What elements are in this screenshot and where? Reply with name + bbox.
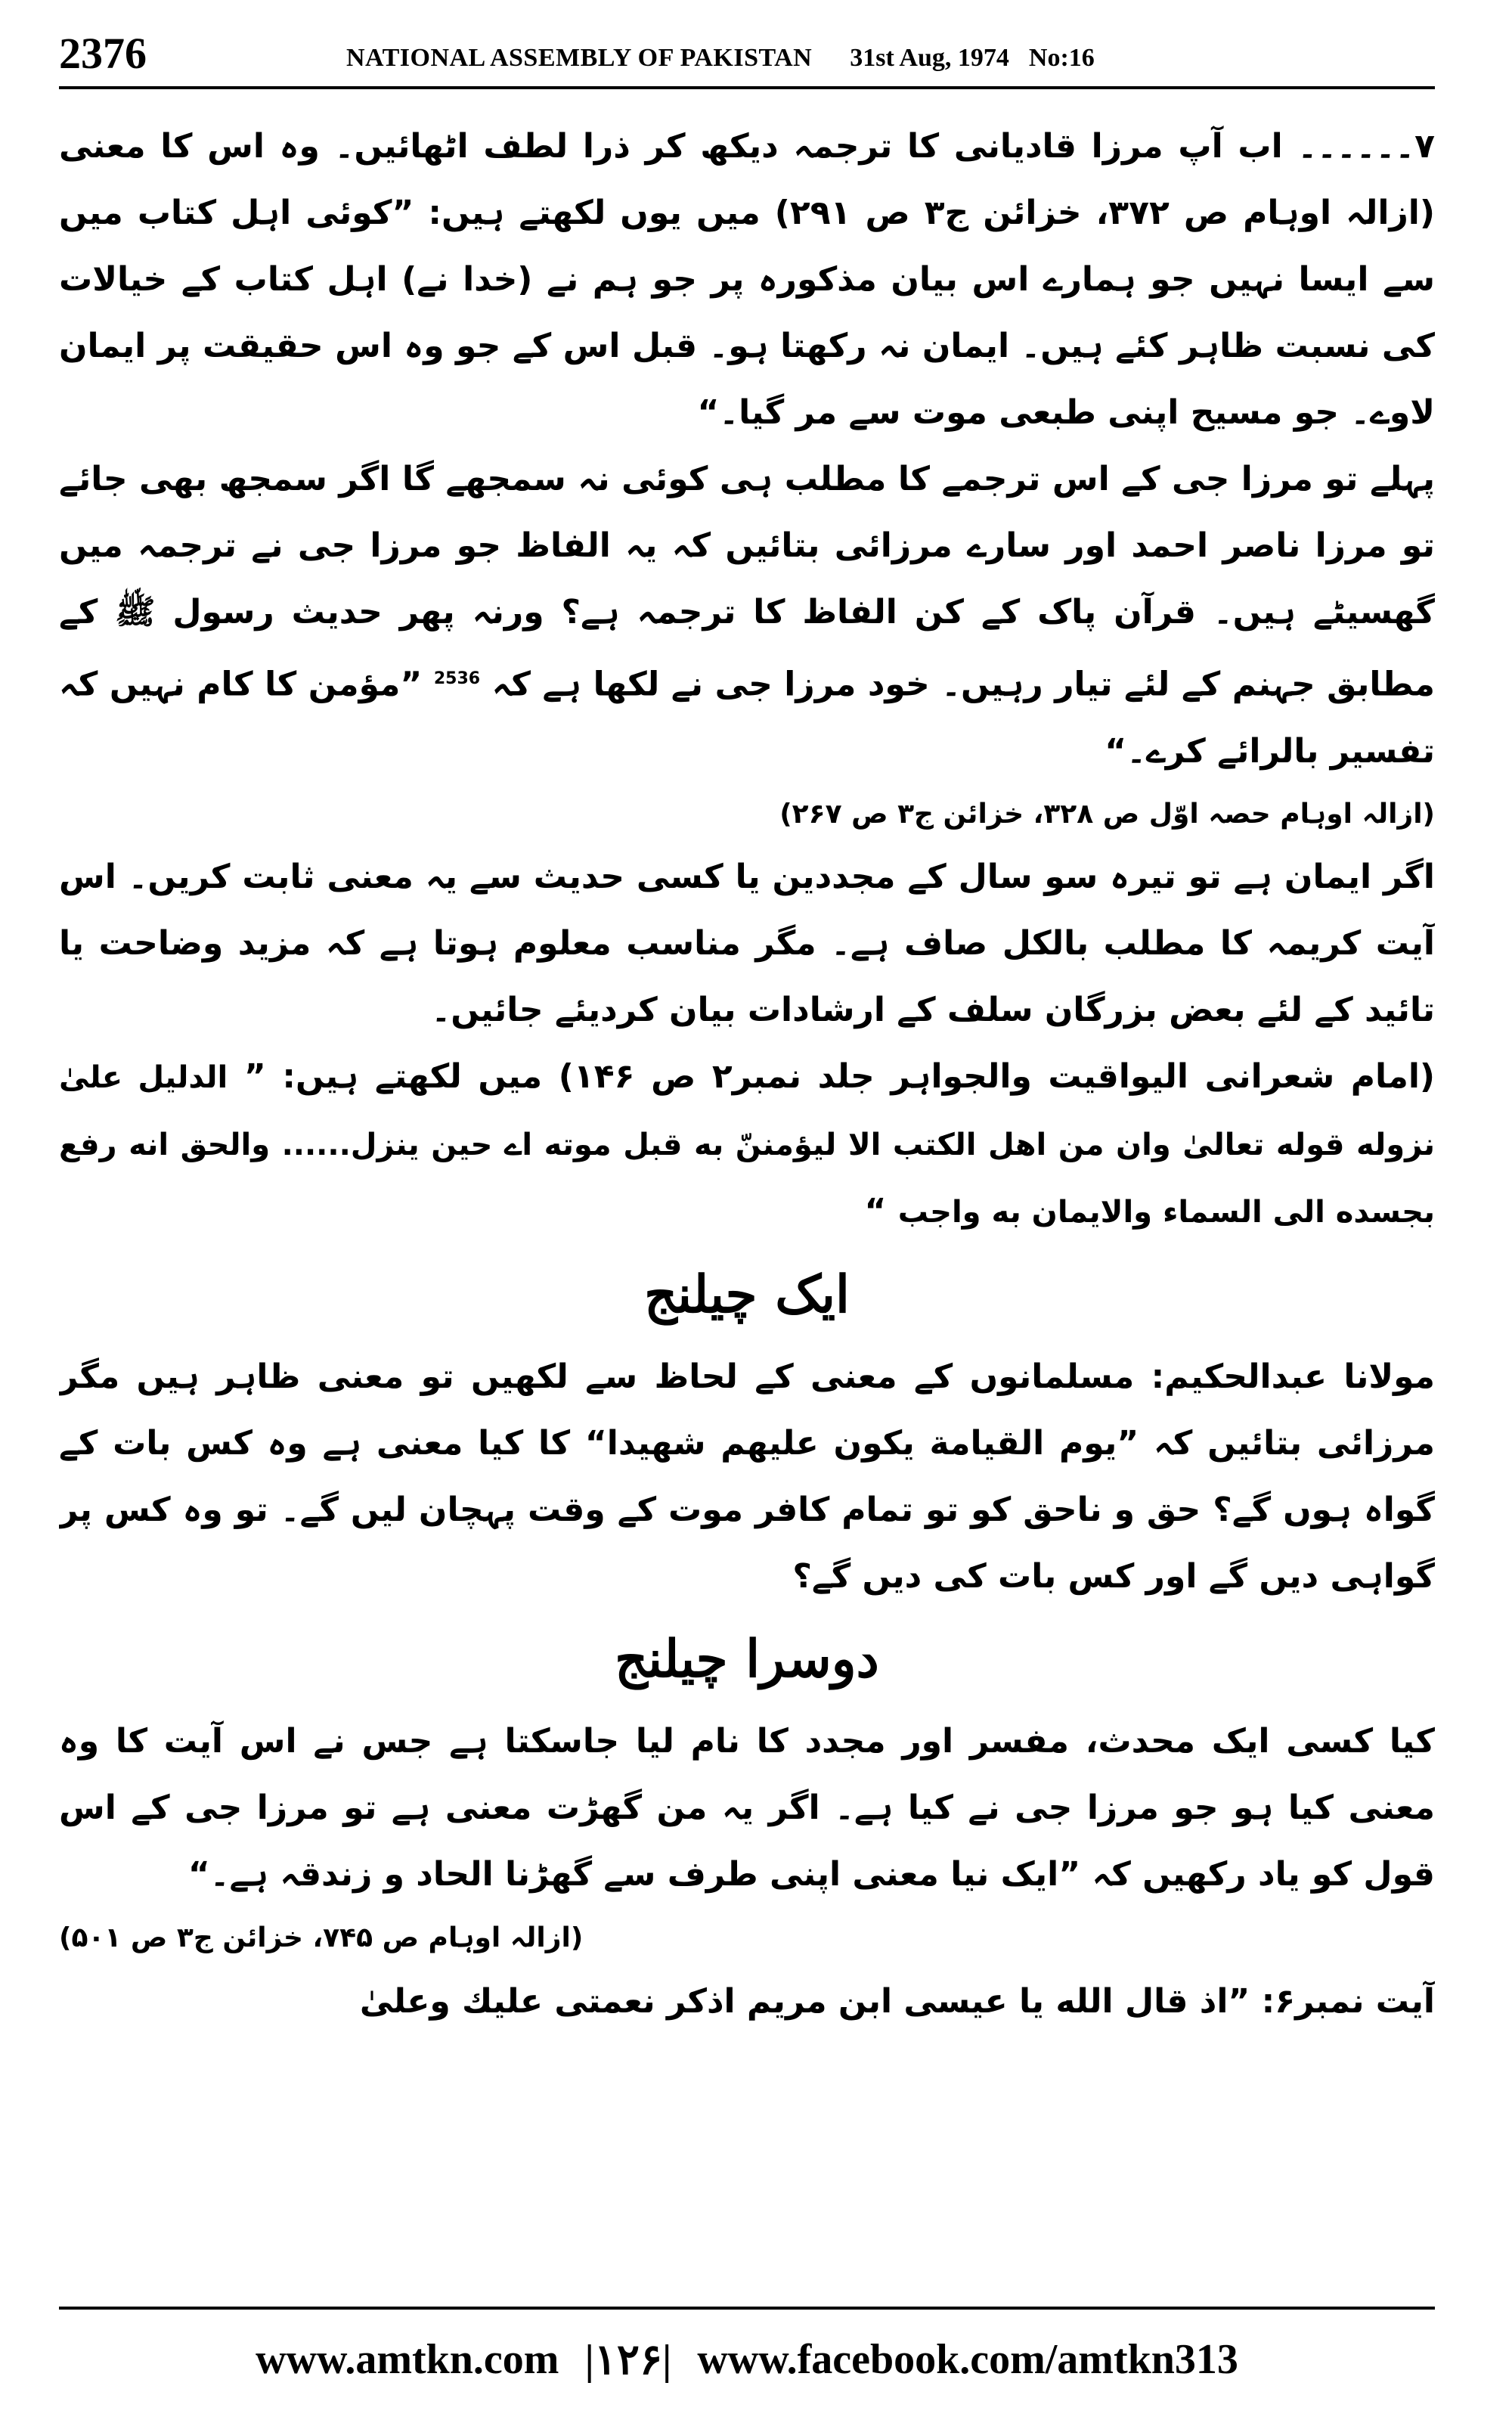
- footer-divider: [59, 2307, 1435, 2310]
- paragraph-critique-quote: ”مؤمن کا کام نہیں کہ تفسیر بالرائے کرے۔“: [59, 665, 1435, 771]
- arabic-quote: الدليل علىٰ نزوله قوله تعالىٰ وان من اهل الكتب الا ليؤمننّ به قبل موته اے حين ينزل...... والحق انه رفع بجسده الى السماء والايمان به واجب: [59, 1060, 1435, 1230]
- header-issue-number: No:16: [1028, 44, 1095, 72]
- reference-citation: (ازالہ اوہام حصہ اوّل ص ۳۲۸، خزائن ج۳ ص ۲۶۷): [779, 798, 1435, 830]
- paragraph-verse-six: آیت نمبر۶: ”اذ قال الله يا عيسى ابن مريم اذكر نعمتى عليك وعلىٰ: [359, 1981, 1435, 2021]
- heading-second-challenge: دوسرا چیلنج: [615, 1628, 879, 1689]
- page-body: [59, 113, 1435, 2284]
- footnote-marker: 2536: [433, 669, 481, 688]
- paragraph-critique: [59, 446, 1435, 785]
- paragraph-first-challenge: مولانا عبدالحکیم: مسلمانوں کے معنی کے لحاظ سے لکھیں تو معنی ظاہر ہیں مگر مرزائی بتائیں کہ ”یوم القيامة يكون عليهم شهيدا“ کا کیا معنی ہے وہ کس بات کے گواہ ہوں گے؟ حق و ناحق کو تو تمام کافر موت کے وقت پہچان لیں گے۔ تو وہ کس پر گواہی دیں گے اور کس بات کی دیں گے؟: [59, 1357, 1435, 1596]
- paragraph-shaarani: [59, 1044, 1435, 1246]
- footer-website-link[interactable]: www.amtkn.com: [256, 2336, 559, 2383]
- paragraph-critique-text: پہلے تو مرزا جی کے اس ترجمے کا مطلب ہی کوئی نہ سمجھے گا اگر سمجھ بھی جائے تو مرزا ناصر احمد اور سارے مرزائی بتائیں کہ یہ الفاظ جو مرزا جی نے ترجمہ میں گھسیٹے ہیں۔ قرآن پاک کے کن الفاظ کا ترجمہ ہے؟ ورنہ پھر حدیث رسول ﷺ کے مطابق جہنم کے لئے تیار رہیں۔ خود مرزا جی نے لکھا ہے کہ: [59, 460, 1435, 704]
- reference-row: [59, 1908, 1435, 1969]
- paragraph-second-challenge: کیا کسی ایک محدث، مفسر اور مجدد کا نام لیا جاسکتا ہے جس نے اس آیت کا وہ معنی کیا ہو جو مرزا جی نے کیا ہے۔ اگر یہ من گھڑت معنی ہے تو مرزا جی کے اس قول کو یاد رکھیں کہ ”ایک نیا معنی اپنی طرف سے گھڑنا الحاد و زندقہ ہے۔“: [59, 1721, 1435, 1894]
- quote-close: “: [864, 1191, 887, 1230]
- paragraph-translation: ۷۔۔۔۔۔۔ اب آپ مرزا قادیانی کا ترجمہ دیکھ کر ذرا لطف اٹھائیں۔ وہ اس کا معنی (ازالہ اوہام ص ۳۷۲، خزائن ج۳ ص ۲۹۱) میں یوں لکھتے ہیں: ”کوئی اہل کتاب میں سے ایسا نہیں جو ہمارے اس بیان مذکورہ پر جو ہم نے (خدا نے) اہل کتاب کے خیالات کی نسبت ظاہر کئے ہیں۔ ایمان نہ رکھتا ہو۔ قبل اس کے جو وہ اس حقیقت پر ایمان لاوے۔ جو مسیح اپنی طبعی موت سے مر گیا۔“: [59, 127, 1435, 432]
- page-number: 2376: [59, 29, 147, 78]
- footer-facebook-link[interactable]: www.facebook.com/amtkn313: [697, 2336, 1238, 2383]
- header-date: 31st Aug, 1974: [850, 44, 1009, 72]
- reference-citation-2: (ازالہ اوہام ص ۷۴۵، خزائن ج۳ ص ۵۰۱): [59, 1922, 584, 1953]
- footer-page-number: ۱۲۶: [593, 2336, 663, 2384]
- heading-first-challenge: ایک چیلنج: [644, 1264, 850, 1325]
- shaarani-intro: (امام شعرانی الیواقیت والجواہر جلد نمبر۲ ص ۱۴۶) میں لکھتے ہیں: ”: [243, 1056, 1435, 1096]
- page-header: [59, 21, 1435, 89]
- footer-page-marker: |۱۲۶|: [584, 2336, 672, 2384]
- paragraph-challenge-proof: اگر ایمان ہے تو تیرہ سو سال کے مجددین یا کسی حدیث سے یہ معنی ثابت کریں۔ اس آیت کریمہ کا مطلب بالکل صاف ہے۔ مگر مناسب معلوم ہوتا ہے کہ مزید وضاحت یا تائید کے لئے بعض بزرگان سلف کے ارشادات بیان کردیئے جائیں۔: [59, 857, 1435, 1029]
- page-footer: [59, 2325, 1435, 2394]
- header-title: NATIONAL ASSEMBLY OF PAKISTAN: [346, 44, 813, 72]
